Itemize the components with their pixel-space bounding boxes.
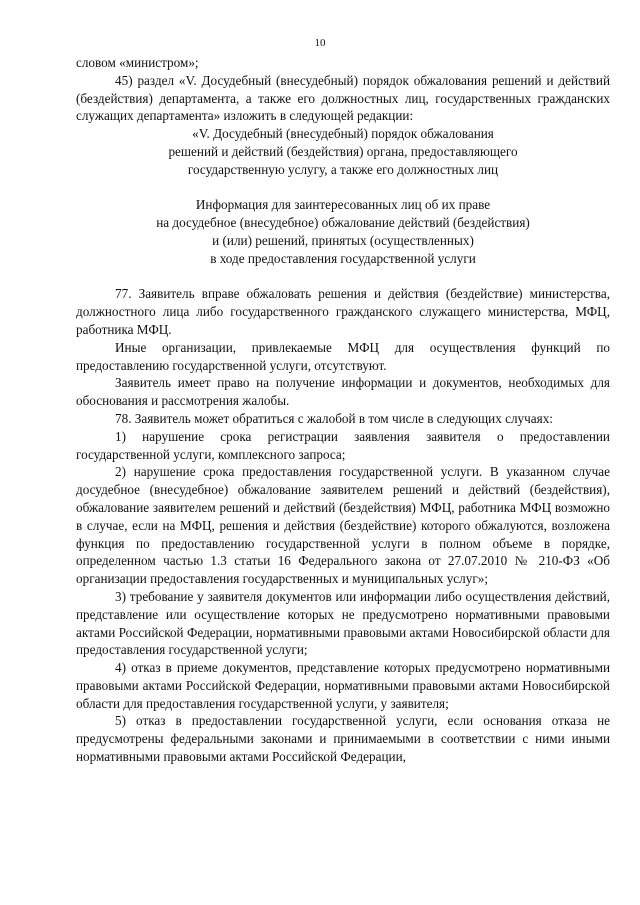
page-number: 10 [314, 37, 326, 49]
section-title-line: решений и действий (бездействия) органа, предоставляющего [168, 143, 518, 159]
section-title-line: «V. Досудебный (внесудебный) порядок обжалования [192, 126, 494, 142]
list-item-5: 5) отказ в предоставлении государственной услуги, если основания отказа не предусмотрены федеральными законами и принимаемыми в соответствии с ними иными нормативными правовыми актами Российской Федерации, [76, 713, 610, 765]
list-item-4: 4) отказ в приеме документов, представление которых предусмотрено нормативными правовыми актами Российской Федерации, нормативными правовыми актами Новосибирской области для предоставления государственной услуги, у заявителя; [76, 660, 610, 711]
list-item-1: 1) нарушение срока регистрации заявления заявителя о предоставлении государственной услуги, комплексного запроса; [76, 428, 610, 462]
paragraph-item-78: 78. Заявитель может обратиться с жалобой в том числе в следующих случаях: [115, 410, 553, 426]
paragraph-continuation: словом «министром»; [76, 55, 199, 70]
spacer [76, 179, 610, 197]
subsection-title-line: в ходе предоставления государственной услуги [210, 250, 476, 266]
list-item-2: 2) нарушение срока предоставления государственной услуги. В указанном случае досудебное (внесудебное) обжалование заявителем решений и действий (бездействия), обжалование заявителем решений и действий (бездействия) МФЦ, работника МФЦ возможно в случае, если на МФЦ, решения и действия (бездействие) которого обжалуются, возложена функция по предоставлению государственной услуги в полном объеме в порядке, определенном частью 1.3 статьи 16 Федерального закона от 27.07.2010 № 210-ФЗ «Об организации предоставления государственных и муниципальных услуг»; [76, 464, 610, 587]
subsection-title-line: Информация для заинтересованных лиц об их праве [195, 197, 491, 213]
section-title-line: государственную услугу, а также его должностных лиц [187, 161, 499, 177]
paragraph: Иные организации, привлекаемые МФЦ для осуществления функций по предоставлению государственной услуги, отсутствуют. [76, 339, 610, 373]
document-body [76, 54, 610, 766]
subsection-title-line: на досудебное (внесудебное) обжалование действий (бездействия) [156, 215, 530, 231]
paragraph: Заявитель имеет право на получение информации и документов, необходимых для обоснования и рассмотрения жалобы. [76, 375, 610, 409]
spacer [76, 268, 610, 286]
subsection-title-line: и (или) решений, принятых (осуществленных) [212, 232, 474, 248]
paragraph-item-45: 45) раздел «V. Досудебный (внесудебный) порядок обжалования решений и действий (бездействия) департамента, а также его должностных лиц, государственных гражданских служащих департамента» изложить в следующей редакции: [76, 72, 610, 124]
list-item-3: 3) требование у заявителя документов или информации либо осуществления действий, представление или осуществление которых не предусмотрено нормативными правовыми актами Российской Федерации, нормативными правовыми актами Новосибирской области для предоставления государственной услуги; [76, 588, 610, 658]
paragraph-item-77: 77. Заявитель вправе обжаловать решения и действия (бездействие) министерства, должностного лица либо государственного гражданского служащего министерства, МФЦ, работника МФЦ. [76, 286, 610, 337]
